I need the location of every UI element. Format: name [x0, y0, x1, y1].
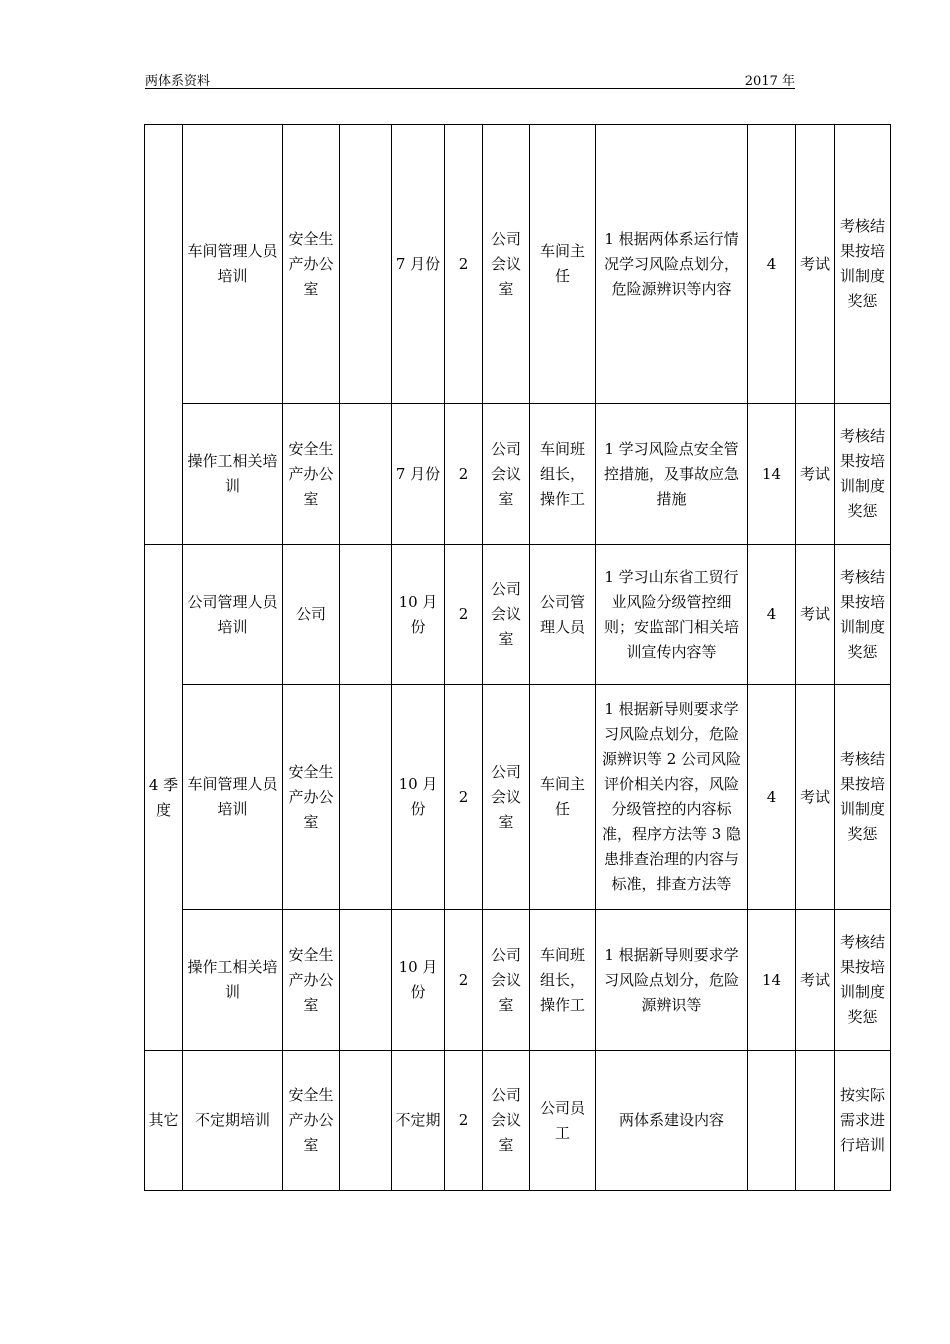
time-cell: 10 月份: [392, 910, 445, 1051]
blank-cell: [340, 910, 392, 1051]
table-row: [145, 125, 891, 404]
table-row: [145, 910, 891, 1051]
content-cell: 两体系建设内容: [596, 1051, 748, 1191]
content-cell: 1 学习风险点安全管控措施，及事故应急措施: [596, 404, 748, 545]
remark-cell: 考核结果按培训制度奖惩: [835, 685, 891, 910]
quarter-cell: 其它: [145, 1051, 183, 1191]
header-year: 2017 年: [744, 74, 795, 89]
time-cell: 7 月份: [392, 404, 445, 545]
assess-cell: 考试: [796, 404, 835, 545]
table-row: [145, 1051, 891, 1191]
dept-cell: 公司: [283, 545, 340, 685]
content-cell: 1 根据新导则要求学习风险点划分，危险源辨识等 2 公司风险评价相关内容，风险分级管控的内容标准，程序方法等 3 隐患排查治理的内容与标准，排查方法等: [596, 685, 748, 910]
page-header: [145, 70, 795, 89]
place-cell: 公司会议室: [483, 685, 530, 910]
hours-cell: 2: [445, 125, 483, 404]
remark-cell: 考核结果按培训制度奖惩: [835, 545, 891, 685]
count-cell: [748, 1051, 796, 1191]
remark-cell: 考核结果按培训制度奖惩: [835, 125, 891, 404]
blank-cell: [340, 1051, 392, 1191]
course-cell: 车间管理人员培训: [183, 125, 283, 404]
assess-cell: 考试: [796, 910, 835, 1051]
header-title: 两体系资料: [145, 74, 211, 89]
dept-cell: 安全生产办公室: [283, 910, 340, 1051]
count-cell: 14: [748, 910, 796, 1051]
blank-cell: [340, 125, 392, 404]
time-cell: 7 月份: [392, 125, 445, 404]
dept-cell: 安全生产办公室: [283, 685, 340, 910]
assess-cell: [796, 1051, 835, 1191]
target-cell: 公司员工: [530, 1051, 596, 1191]
training-plan-table: [144, 124, 891, 1191]
table-row: [145, 545, 891, 685]
table-row: [145, 404, 891, 545]
count-cell: 4: [748, 685, 796, 910]
time-cell: 10 月份: [392, 545, 445, 685]
assess-cell: 考试: [796, 685, 835, 910]
dept-cell: 安全生产办公室: [283, 125, 340, 404]
course-cell: 公司管理人员培训: [183, 545, 283, 685]
place-cell: 公司会议室: [483, 545, 530, 685]
blank-cell: [340, 404, 392, 545]
target-cell: 车间主任: [530, 125, 596, 404]
count-cell: 4: [748, 125, 796, 404]
count-cell: 4: [748, 545, 796, 685]
time-cell: 10 月份: [392, 685, 445, 910]
place-cell: 公司会议室: [483, 910, 530, 1051]
count-cell: 14: [748, 404, 796, 545]
remark-cell: 考核结果按培训制度奖惩: [835, 404, 891, 545]
dept-cell: 安全生产办公室: [283, 404, 340, 545]
place-cell: 公司会议室: [483, 1051, 530, 1191]
course-cell: 不定期培训: [183, 1051, 283, 1191]
content-cell: 1 根据新导则要求学习风险点划分，危险源辨识等: [596, 910, 748, 1051]
hours-cell: 2: [445, 545, 483, 685]
place-cell: 公司会议室: [483, 125, 530, 404]
blank-cell: [340, 685, 392, 910]
course-cell: 操作工相关培训: [183, 910, 283, 1051]
assess-cell: 考试: [796, 125, 835, 404]
quarter-cell: 4 季度: [145, 545, 183, 1051]
target-cell: 车间班组长，操作工: [530, 910, 596, 1051]
quarter-cell: [145, 125, 183, 545]
hours-cell: 2: [445, 685, 483, 910]
hours-cell: 2: [445, 910, 483, 1051]
hours-cell: 2: [445, 404, 483, 545]
content-cell: 1 根据两体系运行情况学习风险点划分，危险源辨识等内容: [596, 125, 748, 404]
target-cell: 车间主任: [530, 685, 596, 910]
course-cell: 车间管理人员培训: [183, 685, 283, 910]
remark-cell: 考核结果按培训制度奖惩: [835, 910, 891, 1051]
target-cell: 公司管理人员: [530, 545, 596, 685]
dept-cell: 安全生产办公室: [283, 1051, 340, 1191]
blank-cell: [340, 545, 392, 685]
remark-cell: 按实际需求进行培训: [835, 1051, 891, 1191]
hours-cell: 2: [445, 1051, 483, 1191]
target-cell: 车间班组长，操作工: [530, 404, 596, 545]
time-cell: 不定期: [392, 1051, 445, 1191]
table-row: [145, 685, 891, 910]
place-cell: 公司会议室: [483, 404, 530, 545]
content-cell: 1 学习山东省工贸行业风险分级管控细则；安监部门相关培训宣传内容等: [596, 545, 748, 685]
course-cell: 操作工相关培训: [183, 404, 283, 545]
assess-cell: 考试: [796, 545, 835, 685]
